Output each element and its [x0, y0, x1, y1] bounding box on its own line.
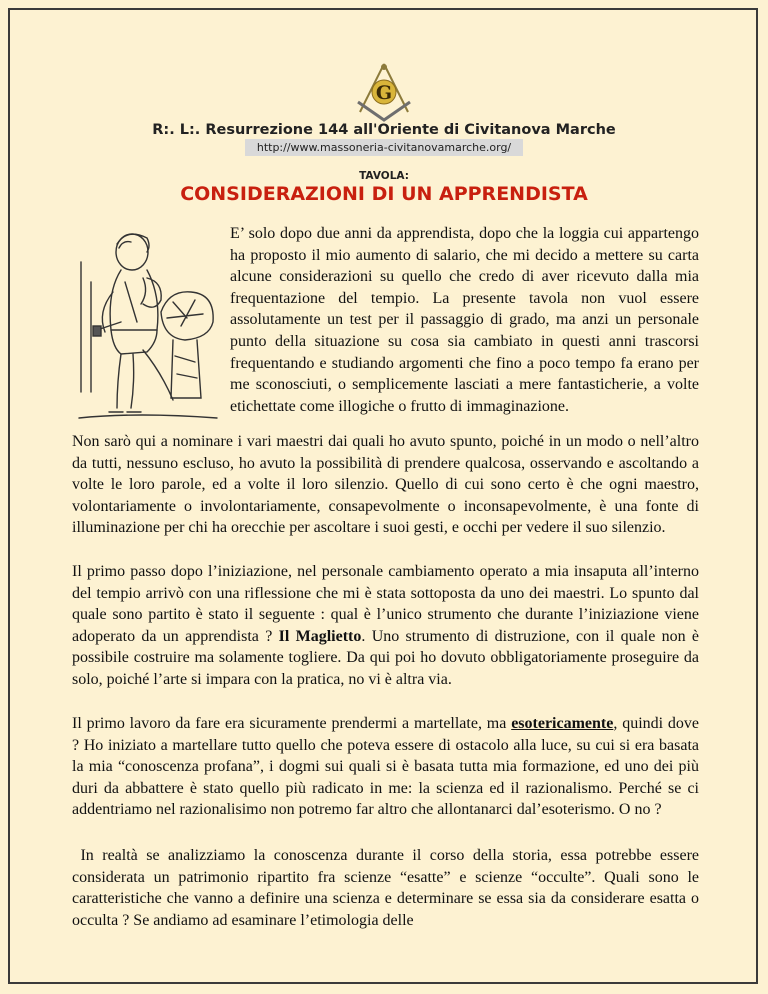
- website-url[interactable]: http://www.massoneria-civitanovamarche.org/: [245, 139, 523, 156]
- maglietto-emphasis: Il Maglietto: [278, 627, 362, 645]
- paragraph-4-text-b: , quindi dove ? Ho iniziato a martellare tutto quello che poteva essere di ostacolo alla luce, su cui si era basata la mia “conoscenza profana”, i dogmi sui quali si è basata tutta mia formazione, ed uno dei più duri da abbattere è stato quello più radicato in me: la scienza ed il razionalismo. Perché se ci addentriamo nel razionalisimo non potremo far altro che allontanarci dal’esoterismo. O no ?: [72, 715, 700, 819]
- page-title: CONSIDERAZIONI DI UN APPRENDISTA: [180, 183, 588, 205]
- logo-letter: G: [375, 82, 393, 104]
- paragraph-1: E’ solo dopo due anni da apprendista, dopo che la loggia cui appartengo ha proposto il mio aumento di salario, che mi decido a mettere su carta alcune considerazioni su quello che credo di aver ricevuto dalla mia frequentazione del tempio. La presente tavola non vuol essere assolutamente un test per il passaggio di grado, ma anzi un personale punto della situazione su cosa sia cambiato in questi anni trascorsi frequentando e studiando argomenti che fino a poco tempo fa erano per me sconosciuti, o semplicemente lasciati a mere fantasticherie, a volte etichettate come illogiche o frutto di immaginazione.: [230, 225, 699, 415]
- paragraph-3-text-a: Il primo passo dopo l’iniziazione, nel personale cambiamento operato a mia insaputa all’interno del tempio arrivò con una riflessione che mi è stata sottoposta da uno dei maestri. Lo spunto dal quale sono partito è stato il seguente : qual è l’unico strumento che durante l’iniziazione viene adoperato da un apprendista ?: [72, 563, 699, 645]
- paragraph-3-text-b: . Uno strumento di distruzione, con il quale non è possibile costruire ma solamente togliere. Da qui poi ho dovuto obbligatoriamente proseguire da solo, poiché l’arte si impara con la pratica, no vi è altra via.: [72, 627, 700, 688]
- tavola-label: TAVOLA:: [359, 170, 409, 182]
- lodge-title: R:. L:. Resurrezione 144 all'Oriente di Civitanova Marche: [152, 122, 616, 138]
- paragraph-4-text-a: Il primo lavoro da fare era sicuramente prendermi a martellate, ma: [72, 715, 507, 732]
- paragraph-2: Non sarò qui a nominare i vari maestri dai quali ho avuto spunto, poiché in un modo o nell’altro da tutti, nessuno escluso, ho avuto la possibilità di prendere qualcosa, osservando e ascoltando a volte le loro parole, ed a volte il loro silenzio. Quello di cui sono certo è che ogni maestro, volontariamente o involontariamente, consapevolmente o inconsapevolmente, è una fonte di illuminazione per chi ha orecchie per ascoltare i suoi gesti, e occhi per vedere il suo silenzio.: [72, 433, 699, 537]
- paragraph-5-text: In realtà se analizziamo la conoscenza durante il corso della storia, essa potrebbe essere considerata un patrimonio ripartito fra scienze “esatte” e scienze “occulte”. Quali sono le caratteristiche che vanno a definire una scienza e determinare se essa sia da considerare esatta o occulta ? Se andiamo ad esaminare l’etimologia delle: [72, 847, 700, 929]
- paragraph-4: [72, 713, 699, 821]
- apprentice-illustration: [77, 222, 221, 425]
- paragraph-5: [72, 845, 699, 931]
- paragraph-3: [72, 561, 699, 691]
- square-compass-logo: [352, 62, 416, 122]
- esotericamente-emphasis: esotericamente: [511, 715, 614, 732]
